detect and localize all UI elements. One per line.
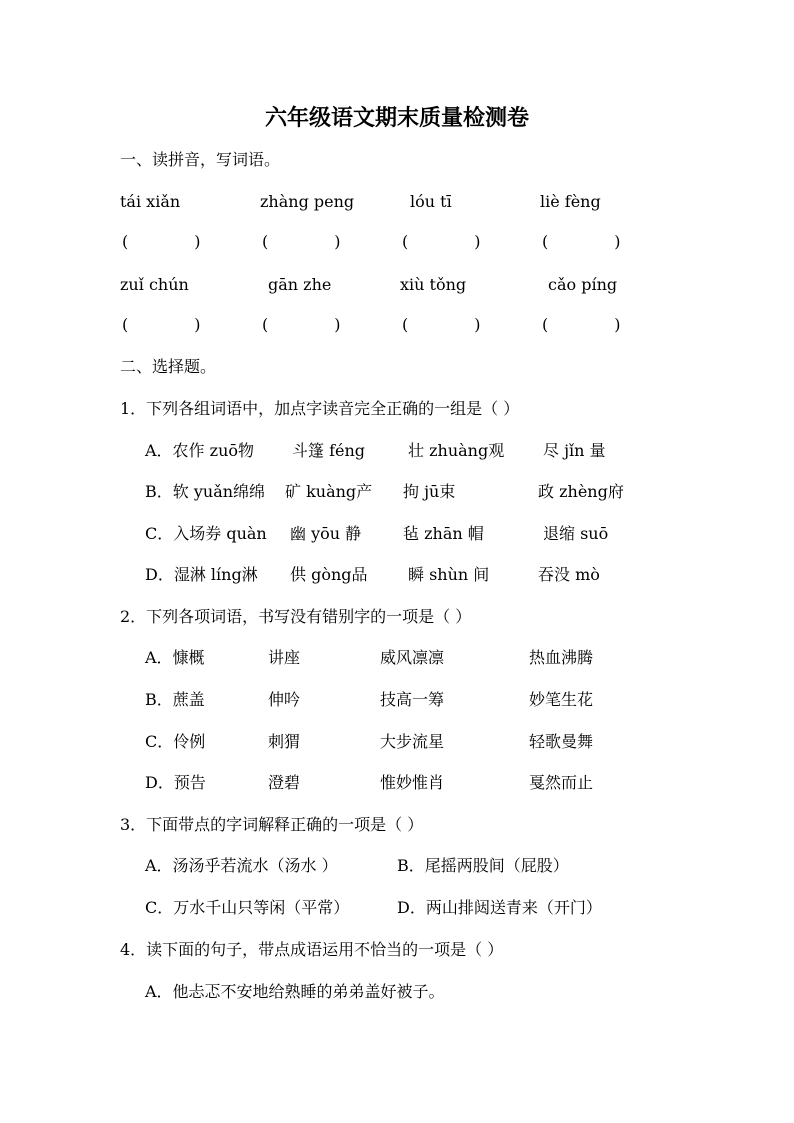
- question-stem: 2．下列各项词语，书写没有错别字的一项是（ ）: [120, 607, 472, 626]
- answer-blank[interactable]: ( ): [122, 232, 201, 251]
- option-item: 吞没 mò: [538, 565, 600, 584]
- option-item: 讲座: [268, 648, 301, 667]
- pinyin-item: xiù tǒng: [400, 275, 467, 294]
- option-item: 妙笔生花: [529, 690, 594, 709]
- question-stem: 4．读下面的句子，带点成语运用不恰当的一项是（ ）: [120, 940, 504, 959]
- answer-blank[interactable]: ( ): [542, 232, 621, 251]
- option-label[interactable]: D．湿淋 líng淋: [145, 565, 258, 584]
- option-item: 瞬 shùn 间: [408, 565, 490, 584]
- option-item: 斗篷 féng: [292, 441, 366, 460]
- option-item: 毡 zhān 帽: [403, 524, 484, 543]
- option-label[interactable]: C．伶例: [145, 732, 206, 751]
- option-item: 政 zhèng府: [538, 482, 624, 501]
- option-item: 惟妙惟肖: [380, 773, 445, 792]
- section1-heading: 一、读拼音，写词语。: [120, 150, 281, 169]
- option-item: 退缩 suō: [543, 524, 609, 543]
- pinyin-item: zuǐ chún: [120, 275, 189, 294]
- option-item[interactable]: B．尾摇两股间（屁股）: [397, 856, 569, 875]
- question-stem: 1．下列各组词语中，加点字读音完全正确的一组是（ ）: [120, 399, 520, 418]
- option-item: 轻歌曼舞: [529, 732, 594, 751]
- option-label[interactable]: C．入场券 quàn: [145, 524, 267, 543]
- pinyin-item: cǎo píng: [548, 275, 618, 294]
- option-label[interactable]: B．软 yuǎn绵绵: [145, 482, 266, 501]
- option-item: 戛然而止: [529, 773, 594, 792]
- option-item: 拘 jū束: [403, 482, 456, 501]
- section2-heading: 二、选择题。: [120, 357, 217, 376]
- option-item: 伸吟: [268, 690, 301, 709]
- option-item: 壮 zhuàng观: [408, 441, 505, 460]
- option-label[interactable]: A．农作 zuō物: [145, 441, 255, 460]
- pinyin-item: gān zhe: [268, 275, 332, 294]
- option-item: 威风凛凛: [380, 648, 445, 667]
- option-item: 供 gòng品: [290, 565, 368, 584]
- question-stem: 3．下面带点的字词解释正确的一项是（ ）: [120, 815, 424, 834]
- answer-blank[interactable]: ( ): [262, 315, 341, 334]
- option-item[interactable]: D．两山排闼送青来（开门）: [397, 898, 602, 917]
- option-item[interactable]: A．他忐忑不安地给熟睡的弟弟盖好被子。: [145, 982, 445, 1001]
- pinyin-item: lóu tī: [410, 192, 452, 211]
- option-label[interactable]: B．蔗盖: [145, 690, 205, 709]
- option-label[interactable]: D．预告: [145, 773, 206, 792]
- option-item: 尽 jǐn 量: [543, 441, 606, 460]
- option-item: 幽 yōu 静: [290, 524, 362, 543]
- option-item: 热血沸腾: [529, 648, 594, 667]
- option-item[interactable]: C．万水千山只等闲（平常）: [145, 898, 350, 917]
- pinyin-item: tái xiǎn: [120, 192, 181, 211]
- option-item: 澄碧: [268, 773, 301, 792]
- option-item: 矿 kuàng产: [285, 482, 373, 501]
- page-title: 六年级语文期末质量检测卷: [264, 105, 529, 131]
- answer-blank[interactable]: ( ): [542, 315, 621, 334]
- option-item[interactable]: A．汤汤乎若流水（汤水 ）: [145, 856, 338, 875]
- answer-blank[interactable]: ( ): [402, 232, 481, 251]
- option-item: 刺猬: [268, 732, 301, 751]
- answer-blank[interactable]: ( ): [122, 315, 201, 334]
- option-item: 技高一筹: [380, 690, 445, 709]
- option-label[interactable]: A．慷概: [145, 648, 205, 667]
- answer-blank[interactable]: ( ): [262, 232, 341, 251]
- answer-blank[interactable]: ( ): [402, 315, 481, 334]
- option-item: 大步流星: [380, 732, 445, 751]
- pinyin-item: liè fèng: [540, 192, 601, 211]
- pinyin-item: zhàng peng: [260, 192, 355, 211]
